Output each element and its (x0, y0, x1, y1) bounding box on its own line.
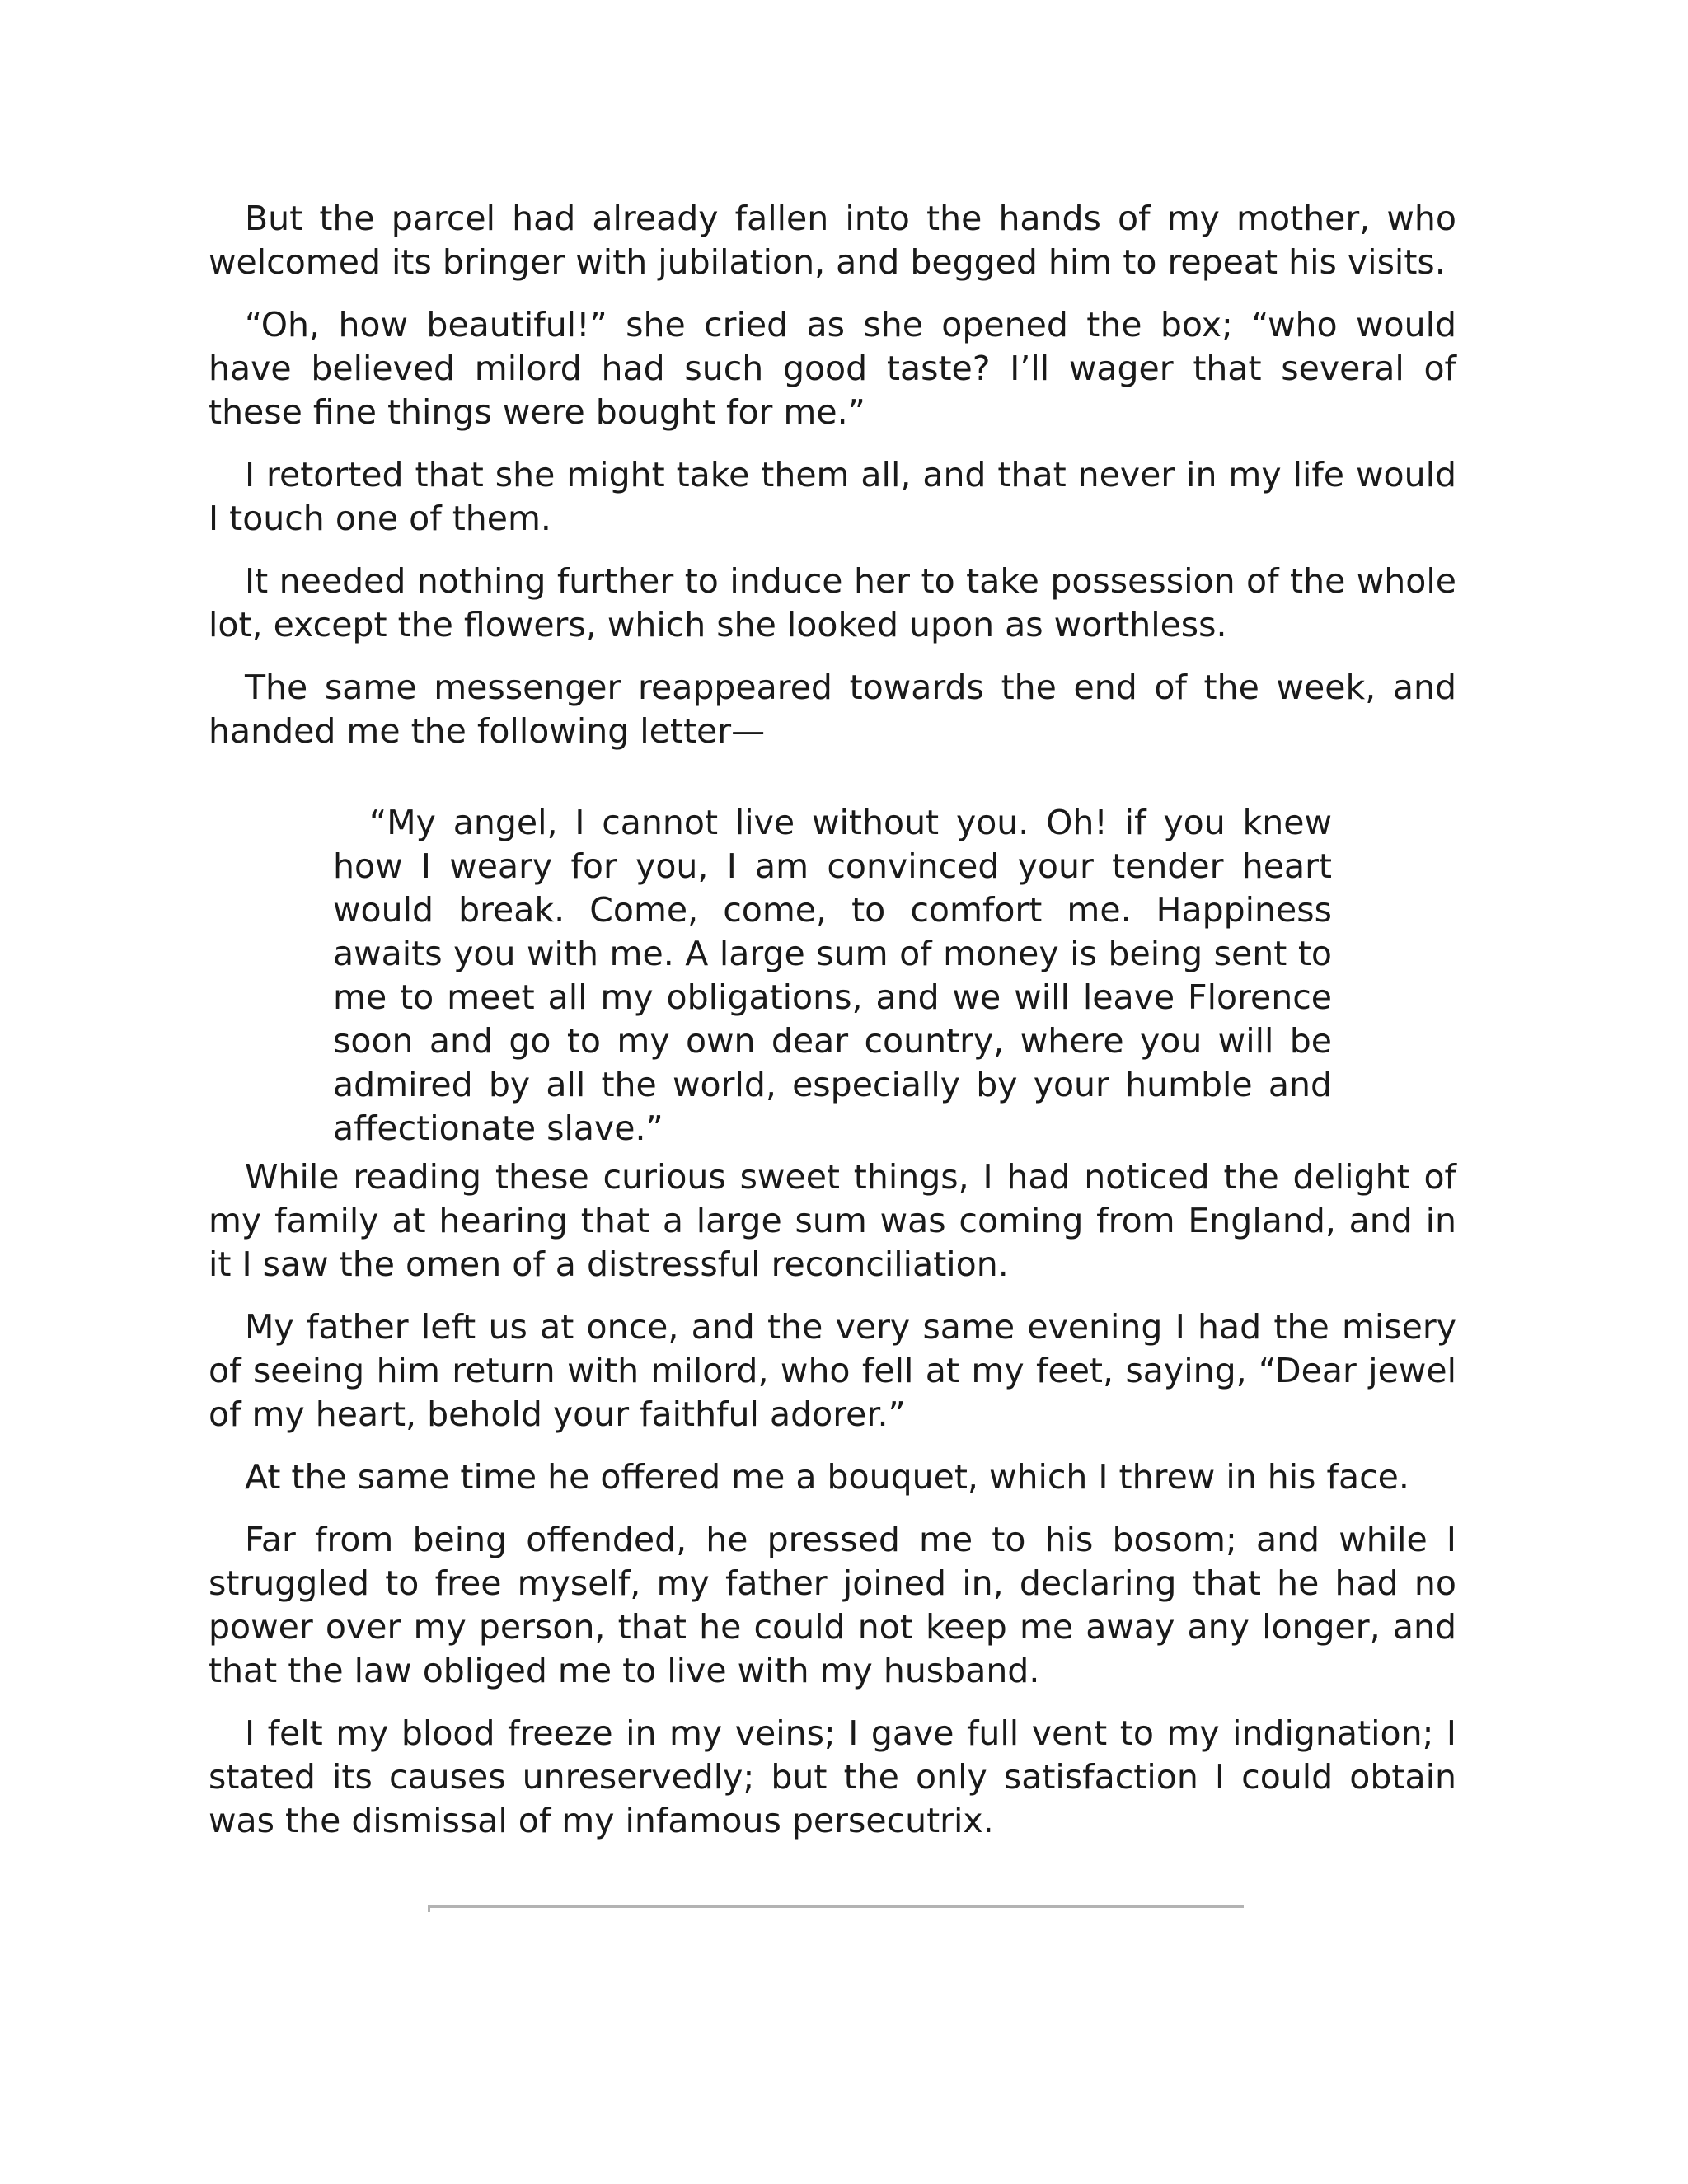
letter-blockquote: “My angel, I cannot live without you. Oh! if you knew how I weary for you, I am convinced your tender heart would break. Come, come, to comfort me. Happiness awaits you with me. A large sum of money is being sent to me to meet all my obligations, and we will leave Florence soon and go to my own dear country, where you will be admired by all the world, especially by your humble and affectionate slave.” (333, 803, 1332, 1148)
paragraph: Far from being offended, he pressed me to his bosom; and while I struggled to free myself, my father joined in, declaring that he had no power over my person, that he could not keep me away any longer, and that the law obliged me to live with my husband. (209, 1520, 1456, 1690)
paragraph: I retorted that she might take them all, and that never in my life would I touch one of them. (209, 455, 1456, 538)
paragraph: “Oh, how beautiful!” she cried as she opened the box; “who would have believed milord had such good taste? I’ll wager that several of these fine things were bought for me.” (209, 305, 1456, 432)
body-text-bottom (209, 1155, 1456, 1862)
section-divider (428, 1905, 1244, 1908)
paragraph: At the same time he offered me a bouquet, which I threw in his face. (245, 1457, 1409, 1497)
paragraph: It needed nothing further to induce her to take possession of the whole lot, except the flowers, which she looked upon as worthless. (209, 561, 1456, 644)
paragraph: But the parcel had already fallen into the hands of my mother, who welcomed its bringer with jubilation, and begged him to repeat his visits. (209, 199, 1456, 282)
paragraph: My father left us at once, and the very same evening I had the misery of seeing him return with milord, who fell at my feet, saying, “Dear jewel of my heart, behold your faithful adorer.” (209, 1307, 1456, 1434)
paragraph: I felt my blood freeze in my veins; I gave full vent to my indignation; I stated its causes unreservedly; but the only satisfaction I could obtain was the dismissal of my infamous persecutrix. (209, 1713, 1456, 1840)
body-text-top (209, 197, 1456, 772)
paragraph: The same messenger reappeared towards the end of the week, and handed me the following letter— (209, 668, 1456, 751)
paragraph: While reading these curious sweet things, I had noticed the delight of my family at hearing that a large sum was coming from England, and in it I saw the omen of a distressful reconciliation. (209, 1157, 1456, 1284)
